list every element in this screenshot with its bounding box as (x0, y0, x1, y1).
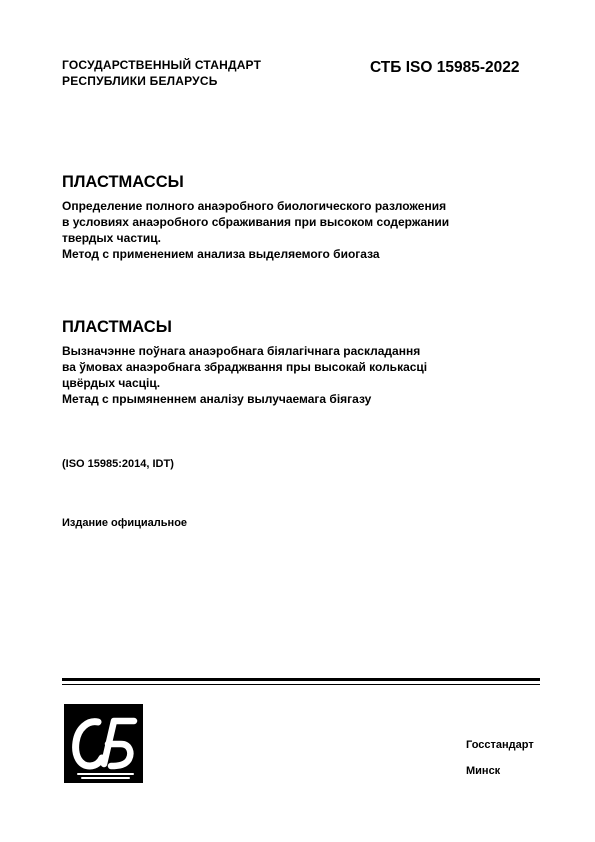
header-line-1: ГОСУДАРСТВЕННЫЙ СТАНДАРТ (62, 58, 262, 72)
thick-divider (62, 678, 540, 681)
belarusian-title-line: Метад с прымяненнем аналізу вылучаемага біягазу (62, 392, 372, 406)
iso-reference: (ISO 15985:2014, IDT) (62, 458, 174, 470)
belarusian-title-block (62, 317, 427, 407)
belarusian-title-line: Вызначэнне поўнага анаэробнага біялагічнага раскладання (62, 344, 421, 358)
russian-title-block (62, 172, 449, 262)
russian-title-line: твердых частиц. (62, 231, 161, 245)
publisher-city: Минск (466, 765, 501, 777)
belarusian-title-line: цвёрдых часціц. (62, 376, 161, 390)
publisher-name: Госстандарт (466, 739, 534, 751)
edition-note: Издание официальное (62, 517, 188, 529)
russian-title-heading: ПЛАСТМАССЫ (62, 173, 184, 191)
header-line-2: РЕСПУБЛИКИ БЕЛАРУСЬ (62, 74, 218, 88)
russian-title-line: Определение полного анаэробного биологического разложения (62, 199, 447, 213)
russian-title-line: в условиях анаэробного сбраживания при высоком содержании (62, 215, 450, 229)
standard-type-header (62, 57, 261, 89)
standard-designation: СТБ ISO 15985-2022 (370, 59, 520, 76)
belarusian-title-line: ва ўмовах анаэробнага збраджвання пры высокай колькасці (62, 360, 428, 374)
belarusian-title-heading: ПЛАСТМАСЫ (62, 318, 172, 336)
stb-logo-icon (64, 704, 143, 783)
russian-title-line: Метод с применением анализа выделяемого биогаза (62, 247, 380, 261)
thin-divider (62, 684, 540, 685)
